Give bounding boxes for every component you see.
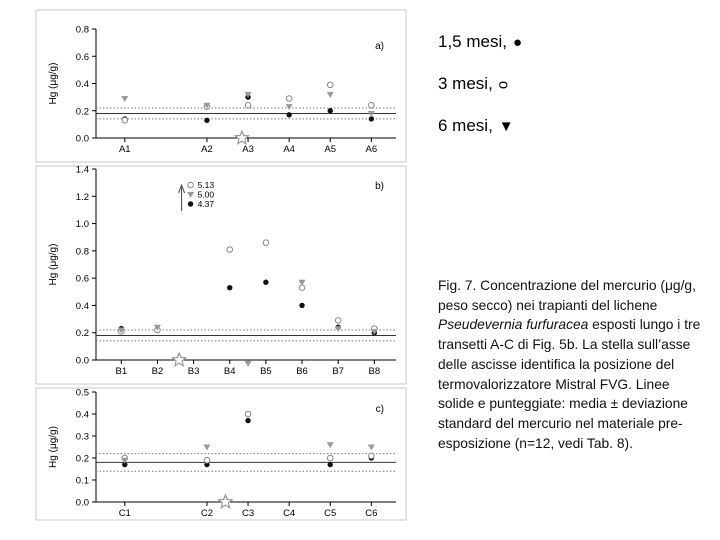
x-tick-label: B2 <box>151 366 164 377</box>
y-tick-label: 0.2 <box>75 453 89 465</box>
y-tick-label: 0.0 <box>75 355 89 367</box>
y-tick-label: 0.6 <box>75 273 89 285</box>
y-tick-label: 0.4 <box>75 409 89 421</box>
data-point-m1_5 <box>245 418 250 423</box>
y-tick-label: 1.0 <box>75 219 89 231</box>
data-point-m3 <box>245 411 251 417</box>
offscale-marker-dot <box>188 201 193 206</box>
data-point-m3 <box>335 318 341 324</box>
y-axis-title: Hg (μg/g) <box>48 426 59 468</box>
y-tick-label: 0.3 <box>75 431 89 443</box>
data-point-m3 <box>369 103 375 109</box>
panel-label: b) <box>375 181 384 192</box>
x-tick-label: B4 <box>223 366 236 377</box>
data-point-m3 <box>327 82 333 88</box>
x-tick-label: C6 <box>365 508 378 519</box>
offscale-value: 5.13 <box>197 180 215 190</box>
panel-frame <box>36 10 406 162</box>
x-tick-label: B8 <box>368 366 381 377</box>
y-tick-label: 0.1 <box>75 475 89 487</box>
data-point-m3 <box>369 453 375 459</box>
x-tick-label: C4 <box>283 508 296 519</box>
y-tick-label: 0.8 <box>75 24 89 36</box>
y-tick-label: 0.6 <box>75 51 89 63</box>
data-point-m3 <box>122 117 128 123</box>
data-point-m3 <box>286 96 292 102</box>
x-tick-label: C2 <box>200 508 214 519</box>
caption-text-1: Fig. 7. Concentrazione del mercurio (μg/g, peso secco) nei trapianti del lichene <box>438 278 696 313</box>
x-tick-label: B3 <box>187 366 200 377</box>
data-point-m3 <box>227 247 233 253</box>
figure-caption <box>438 276 708 453</box>
legend-label: 6 mesi, <box>438 116 493 135</box>
y-tick-label: 0.4 <box>75 79 89 90</box>
y-axis-title: Hg (μg/g) <box>48 62 59 105</box>
y-tick-label: 0.0 <box>75 133 89 145</box>
panel-label: a) <box>375 41 384 52</box>
legend-circle-symbol: ᴑ <box>498 76 508 93</box>
data-point-m3 <box>245 103 251 109</box>
offscale-value: 4.37 <box>197 199 215 209</box>
panel-label: c) <box>375 404 384 415</box>
legend-item-6-mesi <box>438 116 514 136</box>
caption-species: Pseudevernia furfuracea <box>438 317 589 333</box>
x-tick-label: B5 <box>260 366 272 377</box>
legend-triangle-symbol: ▼ <box>498 118 514 135</box>
panel-frame <box>36 166 406 384</box>
data-point-m1_5 <box>328 462 333 467</box>
y-tick-label: 1.4 <box>75 164 89 176</box>
x-tick-label: A2 <box>201 144 213 155</box>
legend-label: 1,5 mesi, <box>438 32 507 51</box>
x-tick-label: B1 <box>115 366 128 377</box>
offscale-marker-circle <box>188 182 194 188</box>
data-point-m1_5 <box>328 108 333 113</box>
legend-item-1-5-mesi <box>438 32 522 52</box>
x-tick-label: A6 <box>365 144 378 155</box>
data-point-m3 <box>204 457 210 463</box>
x-tick-label: C5 <box>324 508 337 519</box>
data-point-m1_5 <box>369 116 374 121</box>
x-tick-label: A4 <box>283 144 295 155</box>
x-tick-label: C3 <box>241 508 255 519</box>
y-tick-label: 0.0 <box>75 497 89 509</box>
x-tick-label: B6 <box>296 366 308 377</box>
data-point-m3 <box>327 455 333 461</box>
x-tick-label: A5 <box>324 144 337 155</box>
data-point-m1_5 <box>299 303 304 308</box>
x-tick-label: A3 <box>242 144 254 155</box>
y-tick-label: 0.2 <box>75 328 89 340</box>
data-point-m1_5 <box>204 118 209 123</box>
legend-dot-symbol: ● <box>512 34 523 51</box>
y-tick-label: 0.5 <box>75 387 89 399</box>
x-tick-label: C1 <box>118 508 131 519</box>
legend-item-3-mesi <box>438 74 508 94</box>
y-tick-label: 0.4 <box>75 300 89 312</box>
y-axis-title: Hg (μg/g) <box>48 243 59 286</box>
y-tick-label: 0.2 <box>75 106 89 118</box>
caption-text-2: esposti lungo i tre transetti A-C di Fig. 5b. La stella sull’asse delle ascisse identifica la posizione del termovalorizzatore Mistral FVG. Linee solide e punteggiate: media ± deviazione standard del mercurio nel materiale pre-esposizione (n=12, vedi Tab. 8). <box>438 317 701 451</box>
data-point-m1_5 <box>227 285 232 290</box>
legend-label: 3 mesi, <box>438 74 493 93</box>
offscale-value: 5.00 <box>197 189 215 200</box>
data-point-m3 <box>263 240 269 246</box>
x-tick-label: A1 <box>118 144 131 155</box>
data-point-m1_5 <box>286 112 291 117</box>
data-point-m1_5 <box>263 280 268 285</box>
y-tick-label: 0.8 <box>75 246 89 258</box>
x-tick-label: B7 <box>332 366 344 377</box>
y-tick-label: 1.2 <box>75 191 89 203</box>
